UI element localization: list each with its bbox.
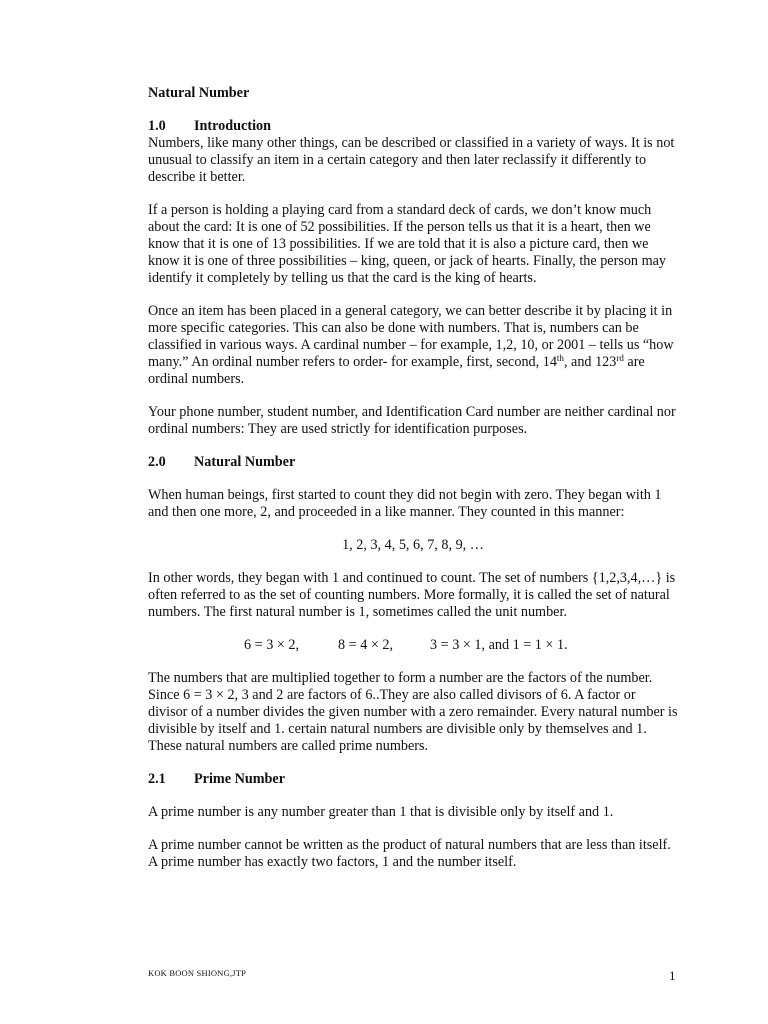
page-number: 1 [669, 968, 676, 983]
paragraph: Numbers, like many other things, can be described or classified in a variety of ways. It is not unusual to classify an item in a certain category and then later reclassify it differently to describe it better. [148, 135, 675, 185]
section-heading-introduction [148, 118, 678, 135]
section-number: 1.0 [148, 118, 166, 134]
paragraph: Your phone number, student number, and Identification Card number are neither cardinal nor ordinal numbers: They are used strictly for identification purposes. [148, 404, 676, 437]
section-title: Introduction [194, 118, 271, 134]
document-title: Natural Number [148, 85, 250, 101]
paragraph: A prime number is any number greater than 1 that is divisible only by itself and 1. [148, 804, 614, 820]
equation: 3 = 3 × 1, and 1 = 1 × 1. [430, 637, 568, 653]
superscript: rd [616, 353, 624, 363]
paragraph: The numbers that are multiplied together to form a number are the factors of the number. Since 6 = 3 × 2, 3 and 2 are factors of 6..They are also called divisors of 6. A factor or divisor of a number divides the given number with a zero remainder. Every natural number is divisible by itself and 1. certain natural numbers are divisible only by themselves and 1. These natural numbers are called prime numbers. [148, 670, 678, 754]
section-title: Natural Number [194, 454, 296, 470]
section-heading-prime-number [148, 771, 678, 788]
section-heading-natural-number [148, 454, 678, 471]
section-number: 2.0 [148, 454, 166, 470]
footer-author: KOK BOON SHIONG,JTP [148, 968, 247, 978]
paragraph: If a person is holding a playing card from a standard deck of cards, we don’t know much about the card: It is one of 52 possibilities. If the person tells us that it is a heart, then we know that it is one of 13 possibilities. If we are told that it is also a picture card, then we know it is one of three possibilities – king, queen, or jack of hearts. Finally, the person may identify it completely by telling us that the card is the king of hearts. [148, 202, 667, 286]
paragraph: A prime number cannot be written as the product of natural numbers that are less than itself. A prime number has exactly two factors, 1 and the number itself. [148, 837, 671, 870]
number-sequence: 1, 2, 3, 4, 5, 6, 7, 8, 9, … [342, 537, 484, 553]
section-number: 2.1 [148, 771, 166, 787]
document-body [148, 85, 678, 887]
superscript: th [556, 353, 564, 363]
equation-row [148, 637, 678, 654]
paragraph-text: Once an item has been placed in a general category, we can better describe it by placing it in more specific categories. This can also be done with numbers. That is, numbers can be classified in various ways. A cardinal number – for example, 1,2, 10, or 2001 – tells us “how many.” An ordinal number refers to order- for example, first, second, 14 [148, 303, 674, 370]
paragraph-text: , and 123 [563, 354, 617, 370]
paragraph: When human beings, first started to count they did not begin with zero. They began with 1 and then one more, 2, and proceeded in a like manner. They counted in this manner: [148, 487, 662, 520]
paragraph [148, 303, 678, 388]
section-title: Prime Number [194, 771, 286, 787]
equation: 8 = 4 × 2, [338, 637, 394, 653]
paragraph-text: are ordinal numbers. [148, 354, 645, 387]
paragraph: In other words, they began with 1 and continued to count. The set of numbers {1,2,3,4,…} is often referred to as the set of counting numbers. More formally, it is called the set of natural numbers. The first natural number is 1, sometimes called the unit number. [148, 570, 676, 620]
equation: 6 = 3 × 2, [244, 637, 300, 653]
